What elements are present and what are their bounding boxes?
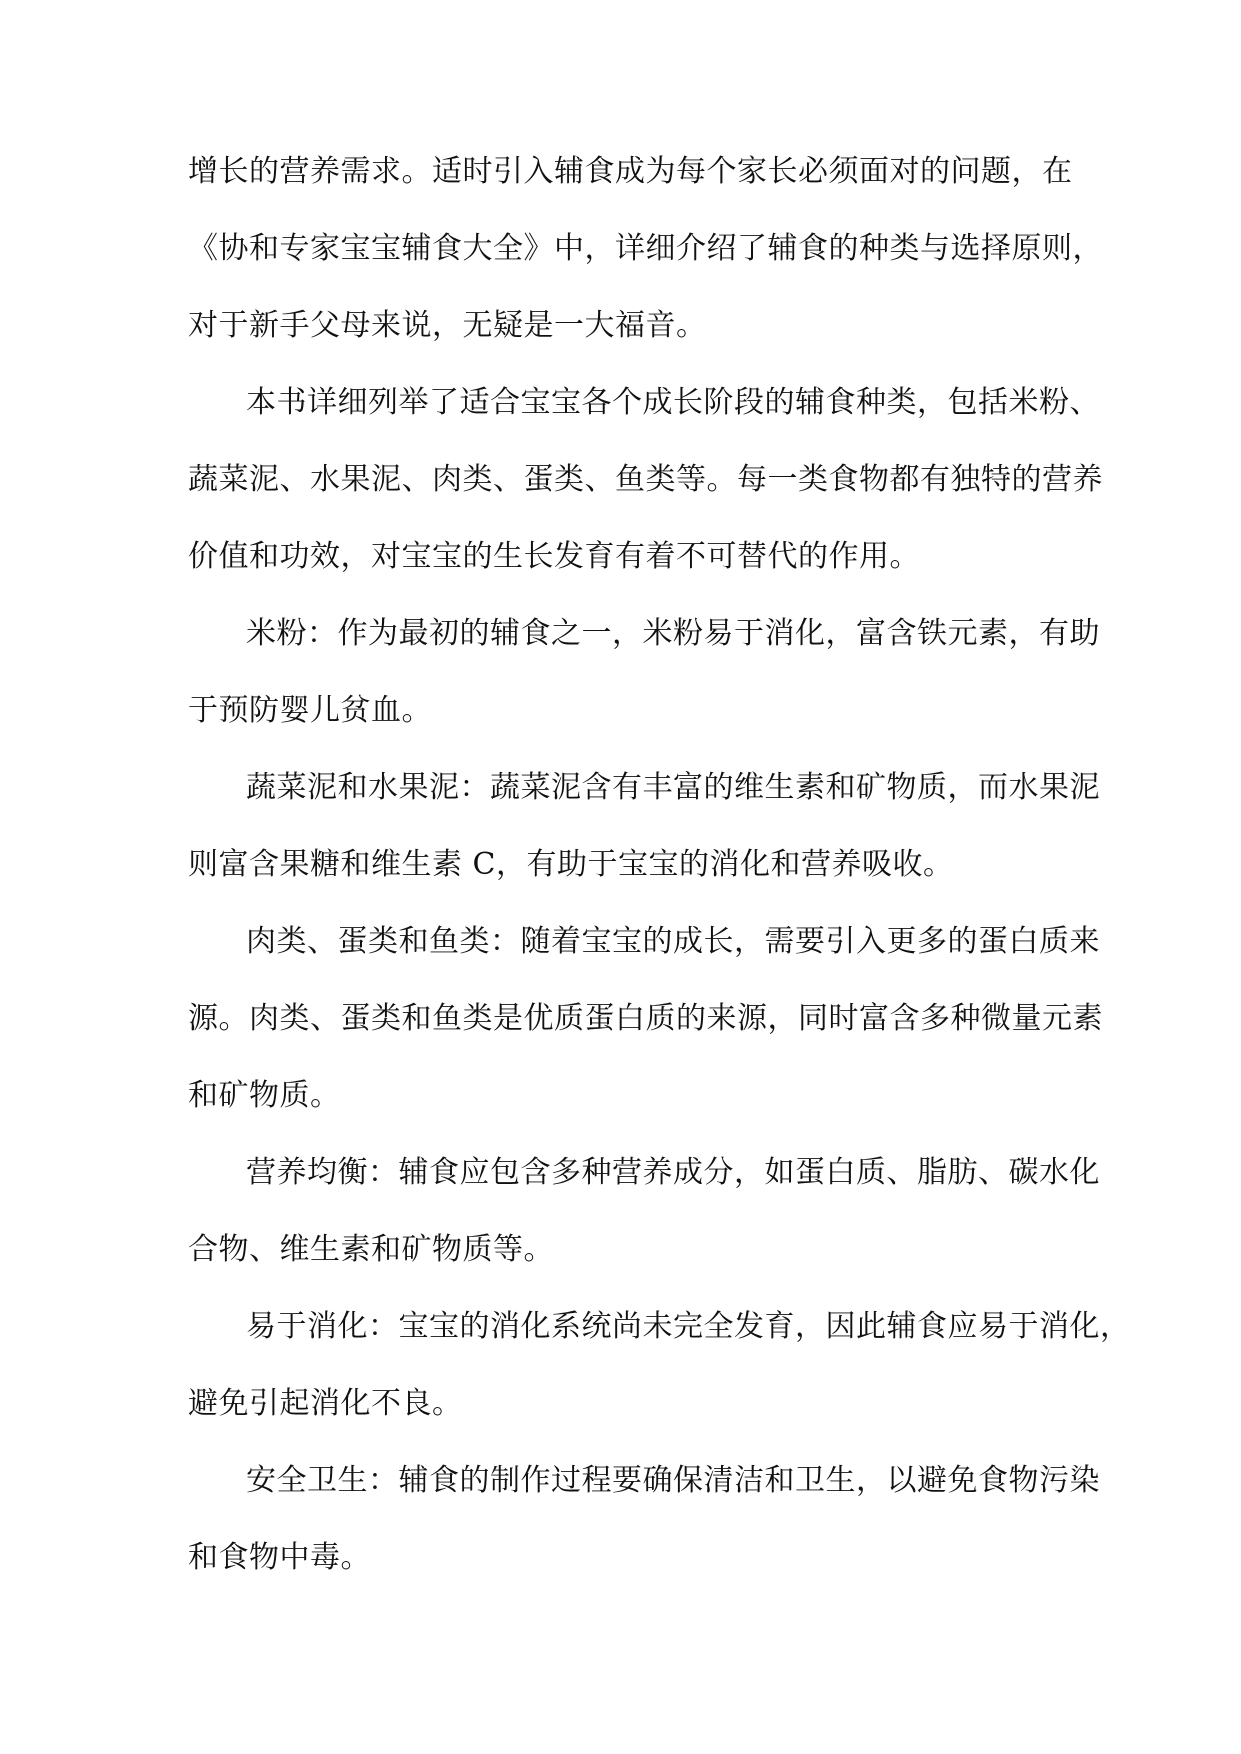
paragraph-first-line: 营养均衡：辅食应包含多种营养成分，如蛋白质、脂肪、碳水化 bbox=[246, 1155, 1100, 1190]
text-line: 和矿物质。 bbox=[188, 1078, 341, 1113]
paragraph-first-line: 米粉：作为最初的辅食之一，米粉易于消化，富含铁元素，有助 bbox=[246, 616, 1100, 651]
paragraph-first-line: 安全卫生：辅食的制作过程要确保清洁和卫生，以避免食物污染 bbox=[246, 1463, 1100, 1498]
text-line: 增长的营养需求。适时引入辅食成为每个家长必须面对的问题，在 bbox=[188, 154, 1073, 189]
text-line: 合物、维生素和矿物质等。 bbox=[188, 1232, 554, 1267]
text-line: 和食物中毒。 bbox=[188, 1540, 371, 1575]
paragraph-first-line: 本书详细列举了适合宝宝各个成长阶段的辅食种类，包括米粉、 bbox=[246, 385, 1100, 420]
text-line: 源。肉类、蛋类和鱼类是优质蛋白质的来源，同时富含多种微量元素 bbox=[188, 1001, 1103, 1036]
text-line: 避免引起消化不良。 bbox=[188, 1386, 463, 1421]
text-line: 对于新手父母来说，无疑是一大福音。 bbox=[188, 308, 707, 343]
paragraph-first-line: 肉类、蛋类和鱼类：随着宝宝的成长，需要引入更多的蛋白质来 bbox=[246, 924, 1100, 959]
text-line: 蔬菜泥、水果泥、肉类、蛋类、鱼类等。每一类食物都有独特的营养 bbox=[188, 462, 1103, 497]
text-line: 则富含果糖和维生素 C，有助于宝宝的消化和营养吸收。 bbox=[188, 847, 954, 882]
text-line: 价值和功效，对宝宝的生长发育有着不可替代的作用。 bbox=[188, 539, 920, 574]
text-line: 《协和专家宝宝辅食大全》中，详细介绍了辅食的种类与选择原则， bbox=[188, 231, 1103, 266]
text-line: 于预防婴儿贫血。 bbox=[188, 693, 432, 728]
paragraph-first-line: 易于消化：宝宝的消化系统尚未完全发育，因此辅食应易于消化， bbox=[246, 1309, 1131, 1344]
paragraph-first-line: 蔬菜泥和水果泥：蔬菜泥含有丰富的维生素和矿物质，而水果泥 bbox=[246, 770, 1100, 805]
